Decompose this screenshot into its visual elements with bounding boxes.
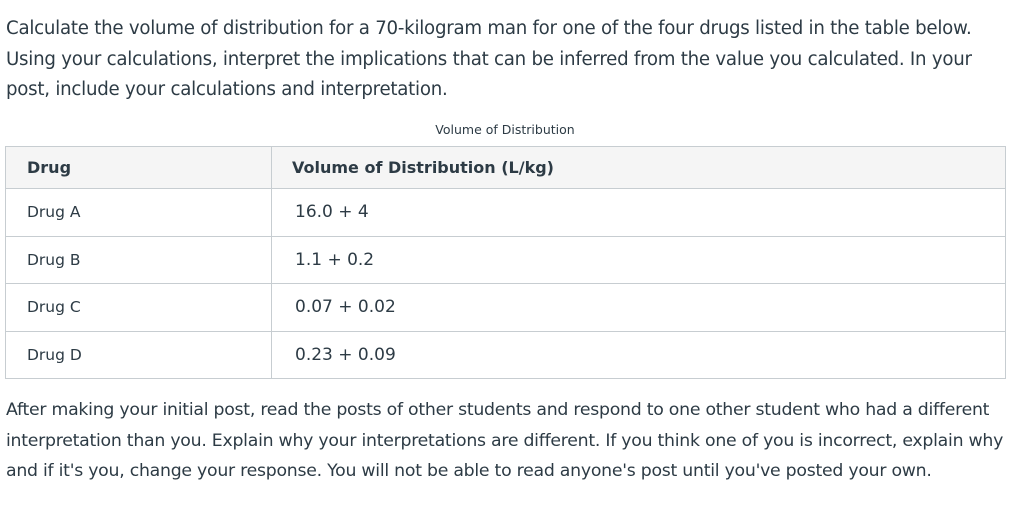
instructions-paragraph: Calculate the volume of distribution for a 70-kilogram man for one of the four drugs listed in the table below. Using your calculations, interpret the implications that can be inferred from the value you calculated. In your post, include your calculations and interpretation. [6,18,972,100]
column-header-drug: Drug [6,147,272,189]
table-row [6,331,1006,379]
drug-name-cell: Drug D [6,331,272,379]
drug-name-cell: Drug C [6,284,272,332]
drug-name-cell: Drug B [6,236,272,284]
table-header-row [6,147,1006,189]
volume-value-cell: 0.07 + 0.02 [272,284,1006,332]
column-header-volume: Volume of Distribution (L/kg) [272,147,1006,189]
drug-name-cell: Drug A [6,189,272,237]
table-row [6,236,1006,284]
table-row [6,189,1006,237]
volume-value-cell: 16.0 + 4 [272,189,1006,237]
table-row [6,284,1006,332]
table-caption: Volume of Distribution [435,122,575,137]
volume-value-cell: 1.1 + 0.2 [272,236,1006,284]
response-instructions-paragraph: After making your initial post, read the posts of other students and respond to one other student who had a different interpretation than you. Explain why your interpretations are different. If you think one of you is incorrect, explain why and if it's you, change your response. You will not be able to read anyone's post until you've posted your own. [6,400,1004,482]
volume-of-distribution-table [5,146,1006,379]
volume-value-cell: 0.23 + 0.09 [272,331,1006,379]
